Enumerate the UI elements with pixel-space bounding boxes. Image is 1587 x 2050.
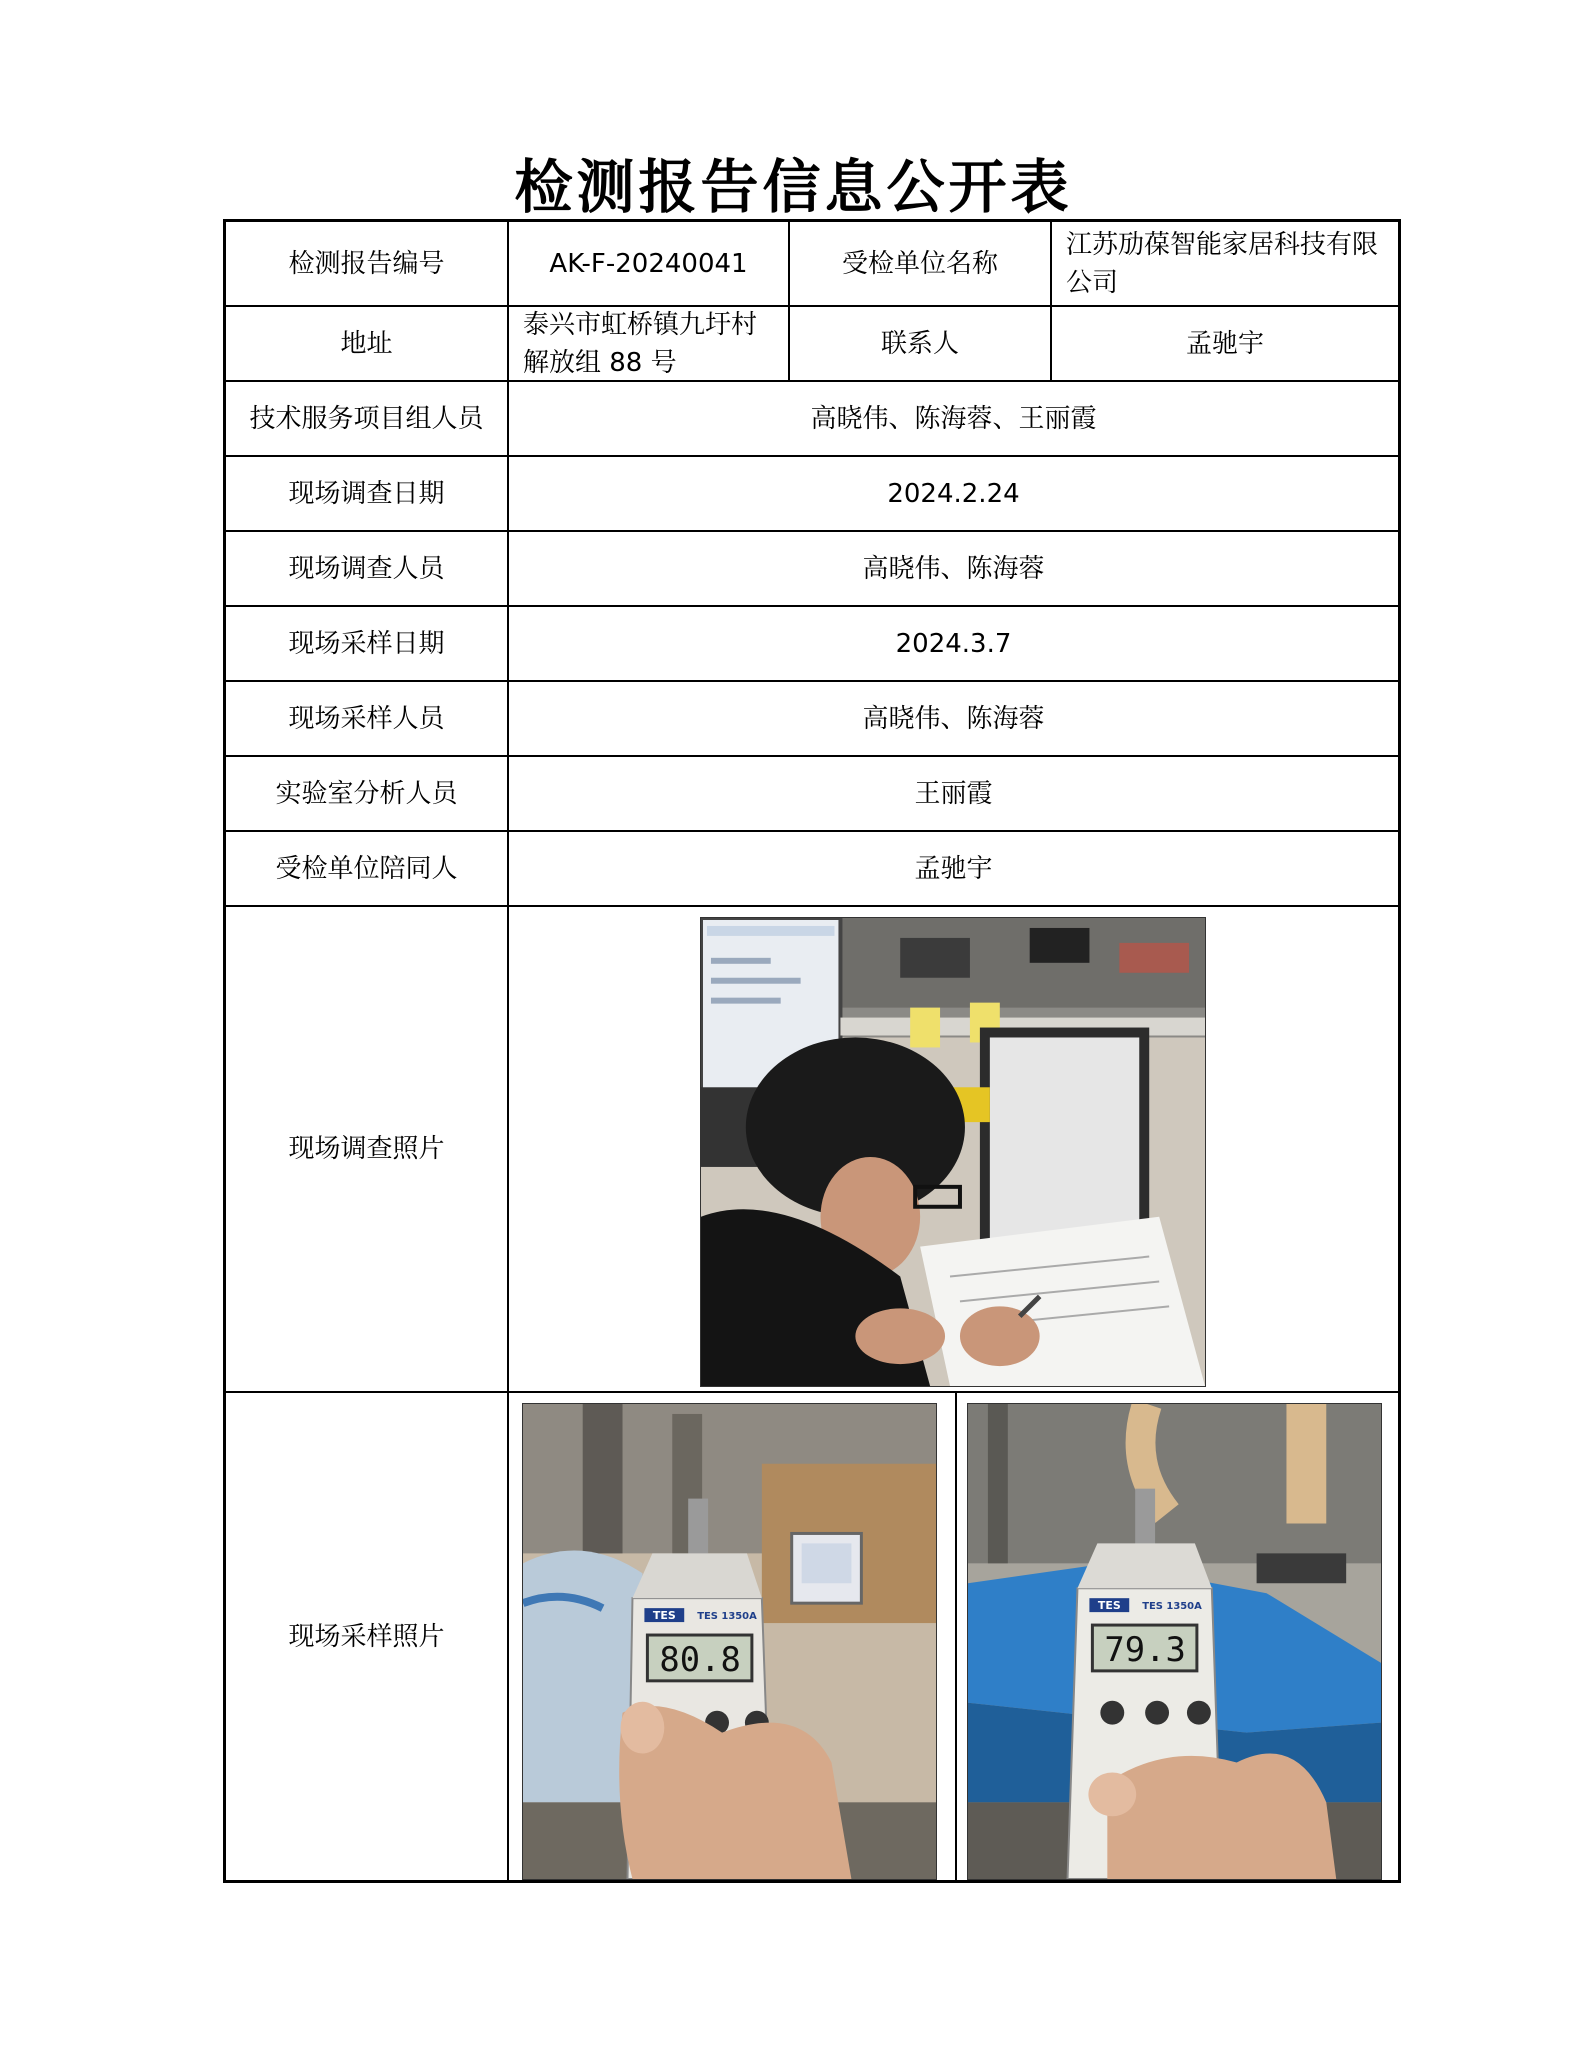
lab-staff-value: 王丽霞 bbox=[914, 778, 993, 809]
project-team-label: 技术服务项目组人员 bbox=[249, 403, 484, 434]
escort-label: 受检单位陪同人 bbox=[275, 853, 458, 884]
survey-photo bbox=[700, 917, 1206, 1387]
sampling-date-label: 现场采样日期 bbox=[288, 628, 445, 659]
unit-name-label: 受检单位名称 bbox=[841, 248, 998, 279]
escort-value: 孟驰宇 bbox=[914, 853, 993, 884]
survey-photo-label: 现场调查照片 bbox=[288, 1134, 445, 1164]
contact-label: 联系人 bbox=[880, 328, 959, 359]
report-no-value: AK-F-20240041 bbox=[549, 248, 748, 279]
survey-date-label: 现场调查日期 bbox=[288, 478, 445, 509]
lab-staff-label: 实验室分析人员 bbox=[275, 778, 458, 809]
meter-reading-right: 79.3 bbox=[1104, 1629, 1186, 1669]
sound-level-meter-right bbox=[968, 1404, 1381, 1879]
sampling-photo-label: 现场采样照片 bbox=[288, 1621, 445, 1652]
unit-name-value: 江苏劢葆智能家居科技有限公司 bbox=[1066, 229, 1379, 298]
meter-brand-right: TES bbox=[1097, 1599, 1121, 1613]
meter-reading-left: 80.8 bbox=[659, 1639, 741, 1679]
survey-staff-value: 高晓伟、陈海蓉 bbox=[862, 553, 1045, 584]
project-team-value: 高晓伟、陈海蓉、王丽霞 bbox=[810, 403, 1097, 434]
meter-model-right: TES 1350A bbox=[1142, 1601, 1202, 1613]
sampling-photo-right bbox=[967, 1403, 1382, 1880]
info-table bbox=[223, 219, 1401, 1883]
sampling-photo-left bbox=[522, 1403, 937, 1880]
column-divider bbox=[955, 1391, 957, 1880]
sampling-staff-value: 高晓伟、陈海蓉 bbox=[862, 703, 1045, 734]
survey-date-value: 2024.2.24 bbox=[887, 478, 1020, 509]
address-label: 地址 bbox=[340, 328, 393, 359]
meter-brand-left: TES bbox=[652, 1609, 676, 1623]
sound-level-meter-left bbox=[523, 1404, 936, 1879]
report-no-label: 检测报告编号 bbox=[288, 248, 445, 279]
contact-value: 孟驰宇 bbox=[1185, 328, 1264, 359]
sampling-date-value: 2024.3.7 bbox=[895, 628, 1012, 659]
page-title: 检测报告信息公开表 bbox=[514, 153, 1073, 221]
meter-model-left: TES 1350A bbox=[697, 1611, 757, 1623]
address-value: 泰兴市虹桥镇九圩村解放组 88 号 bbox=[523, 309, 758, 378]
sampling-staff-label: 现场采样人员 bbox=[288, 703, 445, 734]
survey-staff-label: 现场调查人员 bbox=[288, 553, 445, 584]
